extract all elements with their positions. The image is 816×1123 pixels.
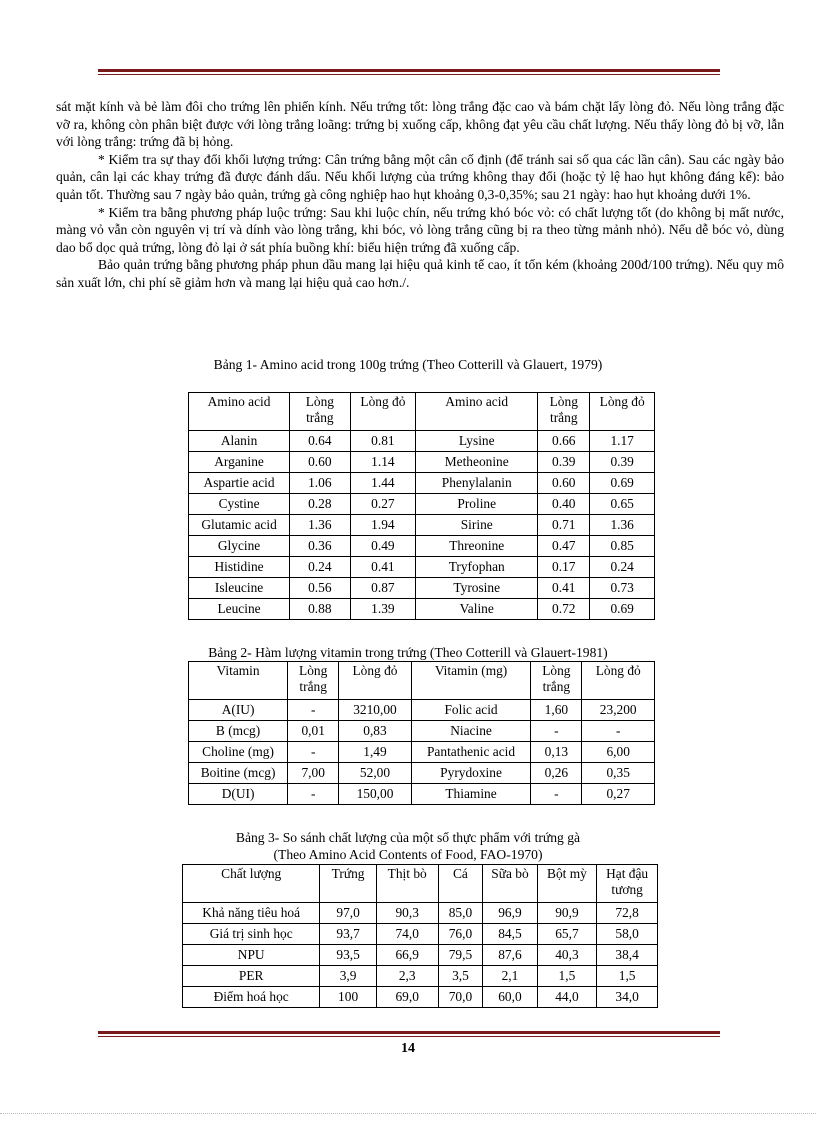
column-header: Lòng trắng — [290, 393, 350, 431]
paragraph-3: * Kiểm tra bằng phương pháp luộc trứng: Sau khi luộc chín, nếu trứng khó bóc vỏ: có chất lượng tốt (do không bị mất nước, màng vỏ vẫn còn nguyên vị trí và dính vào lòng trắng, khi bóc, vỏ lòng trắng cũng bị ra theo từng mảnh nhỏ). Nếu dễ bóc vỏ, dùng dao bổ dọc quả trứng, lòng đỏ lại ở sát phía buồng khí: biểu hiện trứng đã xuống cấp. — [56, 204, 784, 255]
column-header: Lòng trắng — [531, 662, 582, 700]
table-cell: 0.27 — [350, 494, 416, 515]
table-cell: PER — [183, 966, 320, 987]
table-cell: - — [531, 721, 582, 742]
table-row — [189, 494, 655, 515]
table-row — [183, 966, 658, 987]
table-cell: 6,00 — [582, 742, 655, 763]
table-cell: D(UI) — [189, 784, 288, 805]
table-row — [189, 515, 655, 536]
paragraph-4: Bảo quản trứng bằng phương pháp phun dầu mang lại hiệu quả kinh tế cao, ít tốn kém (khoảng 200đ/100 trứng). Nếu quy mô sản xuất lớn, chi phí sẽ giảm hơn và mang lại hiệu quả cao hơn./. — [56, 257, 784, 290]
column-header: Trứng — [320, 865, 376, 903]
column-header: Amino acid — [416, 393, 538, 431]
table-row — [189, 721, 655, 742]
column-header: Lòng đỏ — [339, 662, 412, 700]
table-cell: 1.94 — [350, 515, 416, 536]
column-header: Lòng đỏ — [590, 393, 655, 431]
table-cell: 3210,00 — [339, 700, 412, 721]
table-cell: Threonine — [416, 536, 538, 557]
table-cell: Valine — [416, 599, 538, 620]
table-cell: 70,0 — [438, 987, 483, 1008]
table1-caption: Bảng 1- Amino acid trong 100g trứng (Theo Cotterill và Glauert, 1979) — [213, 357, 603, 372]
table-cell: 1.36 — [590, 515, 655, 536]
footer-rule — [98, 1031, 720, 1037]
table-header-row — [189, 662, 655, 700]
table-cell: 1,60 — [531, 700, 582, 721]
table-cell: Arganine — [189, 452, 290, 473]
table-cell: Khả năng tiêu hoá — [183, 903, 320, 924]
table-cell: 0.69 — [590, 473, 655, 494]
table-cell: 40,3 — [537, 945, 597, 966]
table-cell: 0.40 — [538, 494, 590, 515]
table-cell: Pyrydoxine — [411, 763, 531, 784]
vitamin-table — [188, 661, 655, 805]
body-text — [56, 98, 784, 292]
table-cell: Proline — [416, 494, 538, 515]
column-header: Bột mỳ — [537, 865, 597, 903]
table-cell: 58,0 — [597, 924, 658, 945]
table-cell: Niacine — [411, 721, 531, 742]
page-bottom-border — [0, 1113, 816, 1114]
column-header: Amino acid — [189, 393, 290, 431]
column-header: Vitamin (mg) — [411, 662, 531, 700]
table-cell: 65,7 — [537, 924, 597, 945]
table-cell: 0.71 — [538, 515, 590, 536]
table-cell: Alanin — [189, 431, 290, 452]
amino-acid-table — [188, 392, 655, 620]
table-cell: 1.36 — [290, 515, 350, 536]
table-cell: Thiamine — [411, 784, 531, 805]
table-cell: NPU — [183, 945, 320, 966]
table-cell: 0.41 — [538, 578, 590, 599]
table-cell: 2,3 — [376, 966, 438, 987]
table-row — [183, 903, 658, 924]
table-cell: 84,5 — [483, 924, 537, 945]
table-cell: Folic acid — [411, 700, 531, 721]
table-cell: Histidine — [189, 557, 290, 578]
table-cell: 0.39 — [538, 452, 590, 473]
table-cell: - — [288, 700, 339, 721]
table-cell: 0,01 — [288, 721, 339, 742]
table-cell: Giá trị sinh học — [183, 924, 320, 945]
table-header-row — [189, 393, 655, 431]
table-cell: Isleucine — [189, 578, 290, 599]
table-cell: 44,0 — [537, 987, 597, 1008]
table-cell: 93,5 — [320, 945, 376, 966]
table-row — [189, 578, 655, 599]
table-row — [189, 452, 655, 473]
table-cell: Choline (mg) — [189, 742, 288, 763]
table-cell: 0.66 — [538, 431, 590, 452]
table-cell: 52,00 — [339, 763, 412, 784]
table-cell: 93,7 — [320, 924, 376, 945]
table-cell: 0,27 — [582, 784, 655, 805]
table-row — [183, 924, 658, 945]
table-cell: 0.49 — [350, 536, 416, 557]
table-cell: 0.65 — [590, 494, 655, 515]
table-row — [189, 473, 655, 494]
table-cell: 0.39 — [590, 452, 655, 473]
table-cell: - — [531, 784, 582, 805]
column-header: Lòng đỏ — [582, 662, 655, 700]
table-cell: 90,9 — [537, 903, 597, 924]
table-cell: Điểm hoá học — [183, 987, 320, 1008]
table-cell: 0.72 — [538, 599, 590, 620]
table-cell: Aspartie acid — [189, 473, 290, 494]
table-cell: 0.81 — [350, 431, 416, 452]
table-cell: Leucine — [189, 599, 290, 620]
table-cell: - — [582, 721, 655, 742]
table-cell: 0.17 — [538, 557, 590, 578]
table-cell: 34,0 — [597, 987, 658, 1008]
table-cell: 72,8 — [597, 903, 658, 924]
table-cell: 0.28 — [290, 494, 350, 515]
column-header: Vitamin — [189, 662, 288, 700]
table-cell: 0.64 — [290, 431, 350, 452]
table-cell: Glutamic acid — [189, 515, 290, 536]
table-cell: Tyrosine — [416, 578, 538, 599]
table-cell: Sirine — [416, 515, 538, 536]
table-row — [189, 763, 655, 784]
table-row — [189, 431, 655, 452]
table-cell: 150,00 — [339, 784, 412, 805]
table-cell: 69,0 — [376, 987, 438, 1008]
column-header: Lòng trắng — [288, 662, 339, 700]
table-cell: 1.17 — [590, 431, 655, 452]
table-cell: 0.47 — [538, 536, 590, 557]
table-cell: 97,0 — [320, 903, 376, 924]
table-cell: Phenylalanin — [416, 473, 538, 494]
table-cell: 74,0 — [376, 924, 438, 945]
table3-caption-line2: (Theo Amino Acid Contents of Food, FAO-1970) — [273, 847, 543, 862]
table2-caption: Bảng 2- Hàm lượng vitamin trong trứng (Theo Cotterill và Glauert-1981) — [208, 645, 608, 660]
table-cell: Cystine — [189, 494, 290, 515]
table-cell: 3,5 — [438, 966, 483, 987]
table-cell: 1.44 — [350, 473, 416, 494]
table-cell: 0.85 — [590, 536, 655, 557]
table-cell: 66,9 — [376, 945, 438, 966]
table-cell: 0.88 — [290, 599, 350, 620]
table-cell: 0.36 — [290, 536, 350, 557]
table-cell: 2,1 — [483, 966, 537, 987]
table-cell: 87,6 — [483, 945, 537, 966]
table-row — [189, 536, 655, 557]
table-cell: 90,3 — [376, 903, 438, 924]
table-row — [189, 700, 655, 721]
table-cell: 96,9 — [483, 903, 537, 924]
column-header: Lòng đỏ — [350, 393, 416, 431]
table-cell: 38,4 — [597, 945, 658, 966]
table-cell: 0.56 — [290, 578, 350, 599]
table-cell: A(IU) — [189, 700, 288, 721]
table-cell: Lysine — [416, 431, 538, 452]
table-cell: 1,5 — [537, 966, 597, 987]
table-cell: 1,49 — [339, 742, 412, 763]
table-cell: 0,13 — [531, 742, 582, 763]
paragraph-1: sát mặt kính và bẻ làm đôi cho trứng lên phiến kính. Nếu trứng tốt: lòng trắng đặc cao và bám chặt lấy lòng đỏ. Nếu lòng trắng đặc vỡ ra, không còn phân biệt được với lòng trắng loãng: trứng bị xuống cấp, không đạt yêu cầu chất lượng. Nếu thấy lòng đỏ bị vỡ, lẫn với lòng trắng: trứng đã bị hỏng. — [56, 99, 784, 150]
column-header: Thịt bò — [376, 865, 438, 903]
table-cell: 0,26 — [531, 763, 582, 784]
table-cell: 76,0 — [438, 924, 483, 945]
paragraph-2: * Kiểm tra sự thay đổi khối lượng trứng: Cân trứng bằng một cân cố định (để tránh sai số qua các lần cân). Sau các ngày bảo quản, cân lại các khay trứng đã được đánh dấu. Nếu khối lượng của trứng không thay đổi (hoặc tỷ lệ hao hụt không đáng kể): bảo quản tốt. Thường sau 7 ngày bảo quản, trứng gà công nghiệp hao hụt khoảng 0,3-0,35%; sau 21 ngày: hao hụt khoảng dưới 1%. — [56, 151, 784, 202]
table-cell: - — [288, 742, 339, 763]
table-cell: 0.60 — [290, 452, 350, 473]
table-cell: 1.14 — [350, 452, 416, 473]
table-cell: 0.24 — [590, 557, 655, 578]
table-cell: Tryfophan — [416, 557, 538, 578]
table-row — [189, 742, 655, 763]
table-cell: 0.24 — [290, 557, 350, 578]
table-row — [189, 557, 655, 578]
page-number: 14 — [401, 1041, 415, 1056]
table-cell: 0.73 — [590, 578, 655, 599]
table-cell: 1,5 — [597, 966, 658, 987]
column-header: Lòng trắng — [538, 393, 590, 431]
table-cell: 79,5 — [438, 945, 483, 966]
table-cell: 100 — [320, 987, 376, 1008]
table-row — [183, 987, 658, 1008]
table-cell: 7,00 — [288, 763, 339, 784]
table-cell: 1.06 — [290, 473, 350, 494]
table-cell: 0,35 — [582, 763, 655, 784]
table-cell: 85,0 — [438, 903, 483, 924]
column-header: Chất lượng — [183, 865, 320, 903]
table-cell: 23,200 — [582, 700, 655, 721]
table-cell: 60,0 — [483, 987, 537, 1008]
column-header: Hạt đậu tương — [597, 865, 658, 903]
table-cell: 1.39 — [350, 599, 416, 620]
table-cell: 0.69 — [590, 599, 655, 620]
column-header: Sữa bò — [483, 865, 537, 903]
table-cell: Pantathenic acid — [411, 742, 531, 763]
table-cell: 0.60 — [538, 473, 590, 494]
table-row — [189, 599, 655, 620]
table-cell: 0,83 — [339, 721, 412, 742]
table-row — [189, 784, 655, 805]
table-cell: B (mcg) — [189, 721, 288, 742]
table-cell: - — [288, 784, 339, 805]
table-cell: Glycine — [189, 536, 290, 557]
table-cell: Boitine (mcg) — [189, 763, 288, 784]
food-quality-table — [182, 864, 658, 1008]
table-cell: 0.87 — [350, 578, 416, 599]
column-header: Cá — [438, 865, 483, 903]
table-cell: 3,9 — [320, 966, 376, 987]
table-header-row — [183, 865, 658, 903]
header-rule — [98, 69, 720, 75]
table3-caption-line1: Bảng 3- So sánh chất lượng của một số thực phẩm với trứng gà — [235, 830, 581, 845]
table-cell: 0.41 — [350, 557, 416, 578]
table-cell: Metheonine — [416, 452, 538, 473]
table-row — [183, 945, 658, 966]
